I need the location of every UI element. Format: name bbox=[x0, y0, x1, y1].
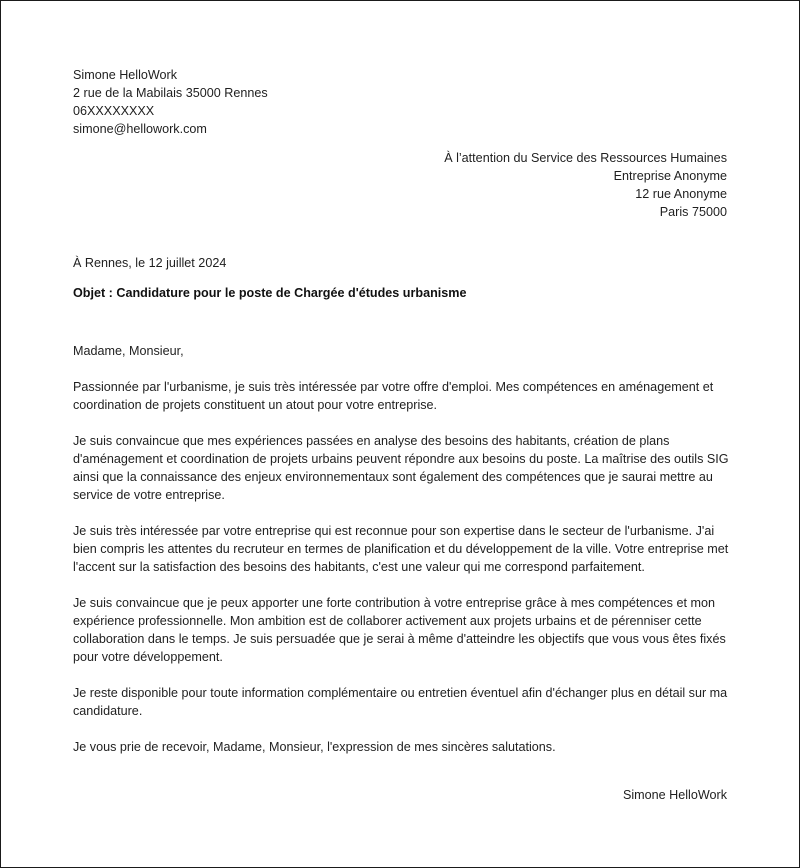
recipient-street: 12 rue Anonyme bbox=[635, 187, 727, 201]
subject-line: Objet : Candidature pour le poste de Chargée d'études urbanisme bbox=[73, 286, 467, 300]
date-line: À Rennes, le 12 juillet 2024 bbox=[73, 256, 227, 270]
letter-body bbox=[73, 342, 733, 774]
closing-paragraph: Je vous prie de recevoir, Madame, Monsieur, l'expression de mes sincères salutations. bbox=[73, 740, 556, 754]
recipient-attention: À l’attention du Service des Ressources Humaines bbox=[444, 151, 727, 165]
paragraph: Je suis convaincue que je peux apporter une forte contribution à votre entreprise grâce à mes compétences et mon expérience professionnelle. Mon ambition est de collaborer activement aux projets urbains et de pérenniser cette collaboration dans le temps. Je suis persuadée que je serai à même d'atteindre les objectifs que vous vous êtes fixés pour votre développement. bbox=[73, 596, 726, 664]
sender-block bbox=[73, 66, 268, 138]
recipient-city: Paris 75000 bbox=[659, 205, 727, 219]
paragraph: Je reste disponible pour toute information complémentaire ou entretien éventuel afin d'échanger plus en détail sur ma candidature. bbox=[73, 686, 728, 718]
sender-address: 2 rue de la Mabilais 35000 Rennes bbox=[73, 86, 268, 100]
sender-phone: 06XXXXXXXX bbox=[73, 104, 155, 118]
recipient-block bbox=[444, 149, 727, 221]
recipient-company: Entreprise Anonyme bbox=[613, 169, 727, 183]
paragraph: Passionnée par l'urbanisme, je suis très intéressée par votre offre d'emploi. Mes compétences en aménagement et coordination de projets constituent un atout pour votre entreprise. bbox=[73, 380, 714, 412]
salutation: Madame, Monsieur, bbox=[73, 344, 184, 358]
sender-email: simone@hellowork.com bbox=[73, 122, 207, 136]
paragraph: Je suis convaincue que mes expériences passées en analyse des besoins des habitants, création de plans d'aménagement et coordination de projets urbains peuvent répondre aux besoins du poste. La maîtrise des outils SIG ainsi que la connaissance des enjeux environnementaux sont également des compétences que je saurai mettre au service de votre entreprise. bbox=[73, 434, 729, 502]
signature: Simone HelloWork bbox=[622, 788, 727, 802]
sender-name: Simone HelloWork bbox=[73, 68, 178, 82]
paragraph: Je suis très intéressée par votre entreprise qui est reconnue pour son expertise dans le secteur de l'urbanisme. J'ai bien compris les attentes du recruteur en termes de planification et du développement de la ville. Votre entreprise met l'accent sur la satisfaction des besoins des habitants, c'est une valeur qui me correspond parfaitement. bbox=[73, 524, 729, 574]
